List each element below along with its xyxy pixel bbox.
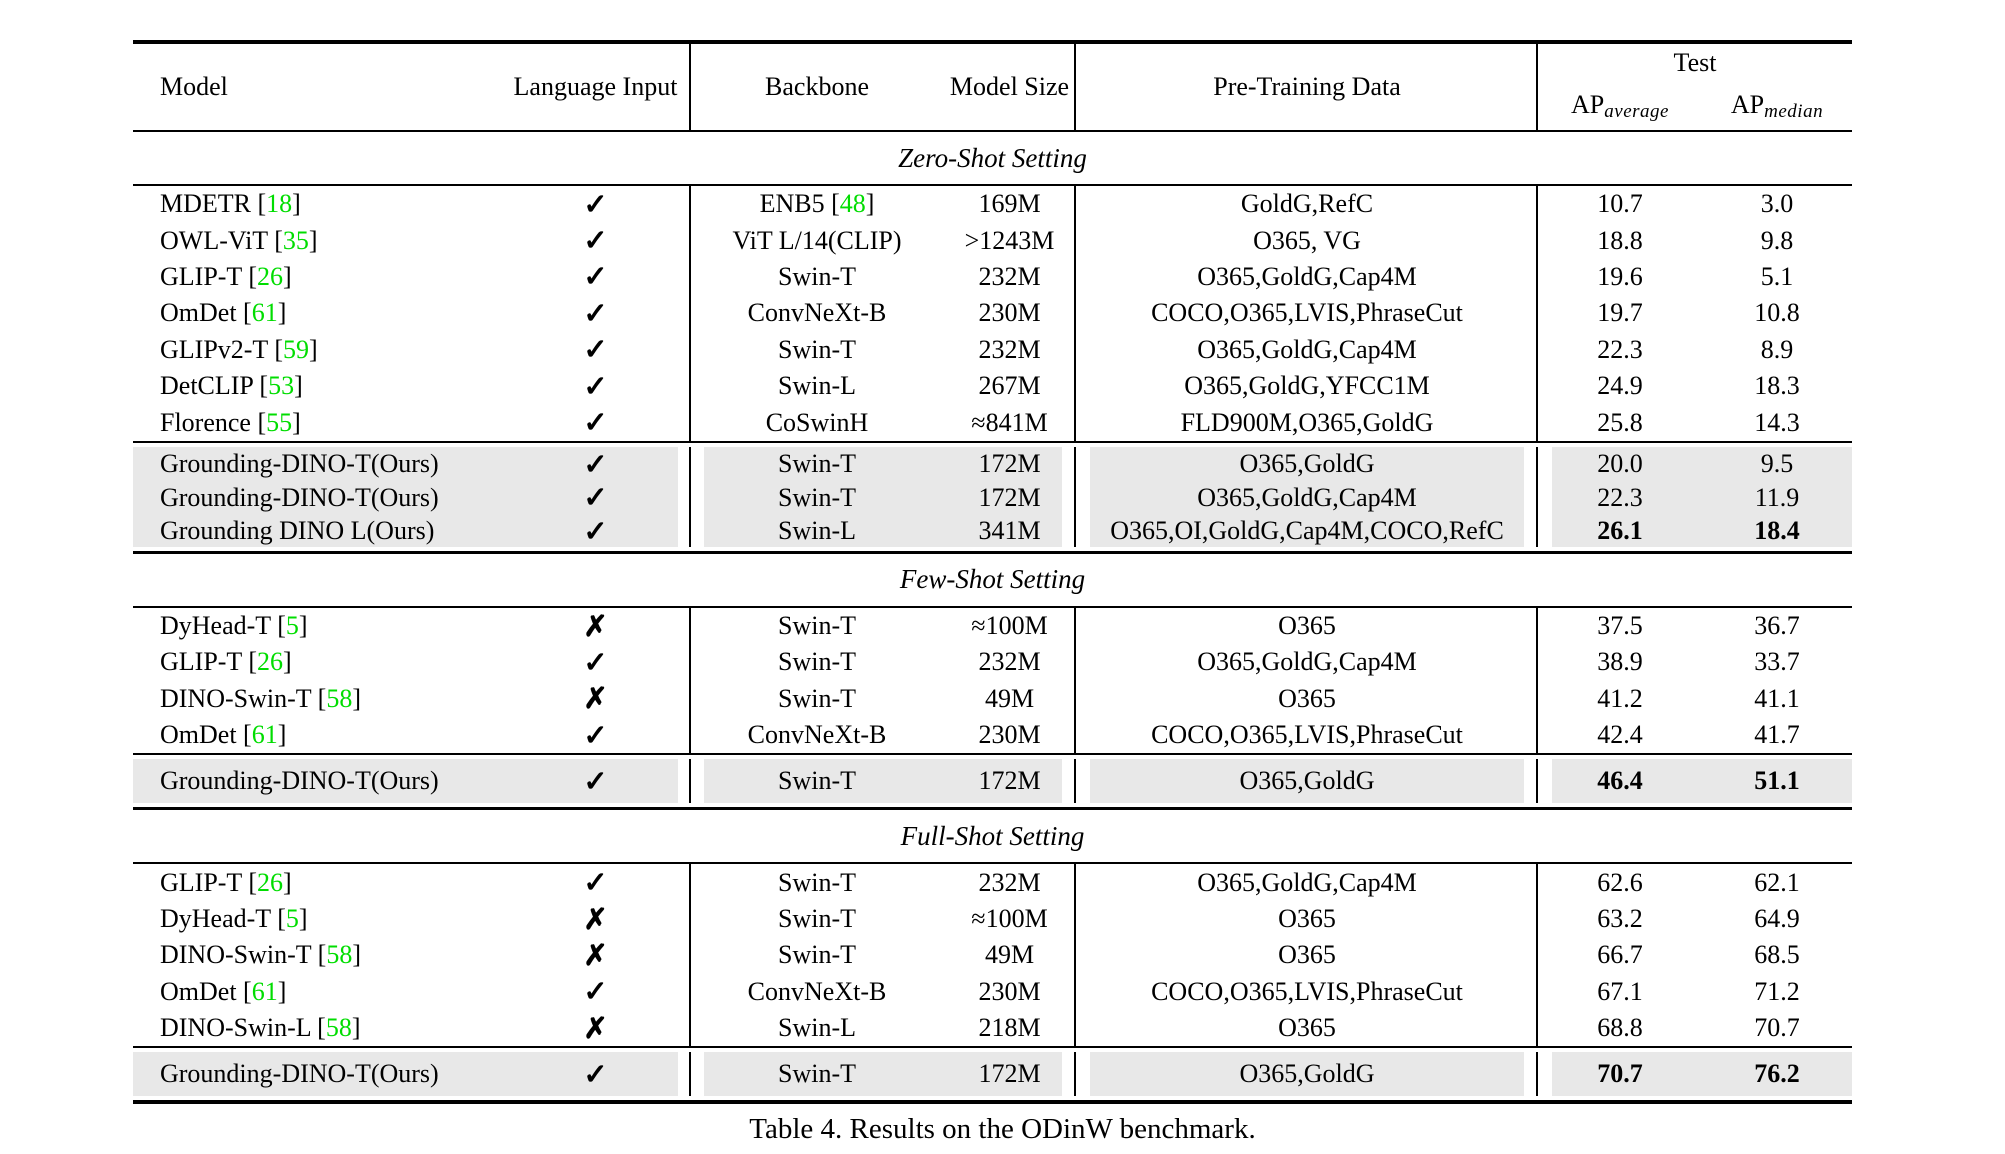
backbone-name: ViT L/14(CLIP) <box>732 225 902 255</box>
backbone-cell <box>691 974 943 1010</box>
ap-median-cell: 3.0 <box>1760 189 1794 219</box>
citation-ref: 58 <box>326 683 353 713</box>
ap-average-cell: 38.9 <box>1597 647 1643 677</box>
ap-average-cell: 22.3 <box>1597 482 1643 512</box>
language-input-mark: ✓ <box>583 225 608 258</box>
backbone-name: CoSwinH <box>765 407 869 437</box>
ap-average-cell: 67.1 <box>1597 976 1643 1006</box>
column-divider <box>1074 44 1076 130</box>
table-row <box>133 681 1852 717</box>
model-name: GLIP-T [ <box>160 867 258 897</box>
language-input-mark: ✓ <box>583 297 608 330</box>
backbone-cell <box>691 608 943 644</box>
backbone-cell <box>691 717 943 753</box>
model-name: Grounding DINO L(Ours) <box>160 516 435 546</box>
model-name: Florence [ <box>160 407 267 437</box>
model-size-cell: ≈841M <box>971 407 1048 437</box>
model-name: DyHead-T [ <box>160 611 286 641</box>
language-input-mark: ✓ <box>583 261 608 294</box>
backbone-cell <box>691 295 943 331</box>
table-row <box>133 974 1852 1010</box>
backbone-cell <box>691 368 943 404</box>
pretraining-data-cell: O365,GoldG,Cap4M <box>1197 867 1417 897</box>
model-name: Grounding-DINO-T(Ours) <box>160 766 439 796</box>
ap-median-cell: 76.2 <box>1754 1059 1800 1089</box>
model-name: MDETR [ <box>160 189 267 219</box>
model-size-cell: 218M <box>978 1013 1041 1043</box>
section-title-full-shot: Full-Shot Setting <box>900 820 1085 851</box>
model-name-suffix: ] <box>298 611 308 641</box>
language-input-mark: ✗ <box>583 939 608 972</box>
citation-ref: 18 <box>266 189 293 219</box>
table-row <box>133 759 1852 803</box>
citation-ref: 5 <box>285 904 299 934</box>
pretraining-data-cell: O365,GoldG <box>1239 766 1375 796</box>
ap-average-cell: 70.7 <box>1597 1059 1643 1089</box>
backbone-cell <box>691 1010 943 1046</box>
table-bottom-rule <box>133 1100 1852 1104</box>
model-name: DyHead-T [ <box>160 904 286 934</box>
table-row <box>133 608 1852 644</box>
model-name: Grounding-DINO-T(Ours) <box>160 449 439 479</box>
column-divider <box>1536 44 1538 130</box>
pretraining-data-cell: O365,GoldG,YFCC1M <box>1184 371 1430 401</box>
ap-median-cell: 68.5 <box>1754 940 1800 970</box>
citation-ref: 61 <box>251 720 278 750</box>
ap-average-cell: 42.4 <box>1597 720 1643 750</box>
citation-ref: 26 <box>257 647 284 677</box>
language-input-mark: ✓ <box>583 646 608 679</box>
language-input-mark: ✗ <box>583 683 608 716</box>
language-input-mark: ✓ <box>583 867 608 900</box>
ap-median-cell: 62.1 <box>1754 867 1800 897</box>
model-size-cell: 230M <box>978 720 1041 750</box>
backbone-name: Swin-T <box>778 766 856 796</box>
ap-average-cell: 19.7 <box>1597 298 1643 328</box>
table-row <box>133 480 1852 513</box>
model-size-cell: ≈100M <box>971 611 1048 641</box>
column-divider <box>689 44 691 130</box>
model-size-cell: 172M <box>978 482 1041 512</box>
backbone-name: Swin-T <box>778 683 856 713</box>
model-name-suffix: ] <box>283 867 292 897</box>
pretraining-data-cell: O365 <box>1278 1013 1336 1043</box>
language-input-mark: ✓ <box>583 719 608 752</box>
model-cell <box>133 864 500 900</box>
model-cell <box>133 901 500 937</box>
table-header <box>133 44 1852 130</box>
model-size-cell: ≈100M <box>971 904 1048 934</box>
language-input-mark: ✓ <box>583 976 608 1009</box>
backbone-name: Swin-L <box>778 516 856 546</box>
backbone-cell <box>691 864 943 900</box>
pretraining-data-cell: O365,GoldG,Cap4M <box>1197 261 1417 291</box>
model-size-cell: 267M <box>978 371 1041 401</box>
header-model: Model <box>160 72 228 101</box>
language-input-mark: ✗ <box>583 903 608 936</box>
backbone-name: Swin-T <box>778 261 856 291</box>
ap-median-cell: 8.9 <box>1760 334 1794 364</box>
ap-average-cell: 62.6 <box>1597 867 1643 897</box>
header-ap-median <box>1702 80 1852 130</box>
ap-median-cell: 51.1 <box>1754 766 1800 796</box>
backbone-name: ConvNeXt-B <box>747 976 887 1006</box>
model-name: DINO-Swin-L [ <box>160 1013 326 1043</box>
citation-ref: 55 <box>266 407 293 437</box>
language-input-mark: ✓ <box>583 765 608 798</box>
backbone-name: ConvNeXt-B <box>747 298 887 328</box>
table-row <box>133 937 1852 973</box>
language-input-mark: ✓ <box>583 407 608 440</box>
table-row <box>133 644 1852 680</box>
ap-average-cell: 26.1 <box>1597 516 1643 546</box>
model-name: OWL-ViT [ <box>160 225 283 255</box>
backbone-cell <box>691 447 943 482</box>
model-name: DetCLIP [ <box>160 371 269 401</box>
citation-ref: 35 <box>282 225 309 255</box>
model-name-suffix: ] <box>277 976 287 1006</box>
pretraining-data-cell: O365, VG <box>1253 225 1361 255</box>
model-cell <box>133 1052 500 1096</box>
model-size-cell: 341M <box>978 516 1041 546</box>
table-row <box>133 514 1852 547</box>
ap-median-cell: 10.8 <box>1754 298 1800 328</box>
backbone-cell <box>691 186 943 222</box>
table-row <box>133 447 1852 480</box>
ap-label: AP <box>1730 90 1765 119</box>
citation-ref: 58 <box>325 1013 352 1043</box>
backbone-name: Swin-L <box>778 1013 856 1043</box>
citation-ref: 61 <box>251 976 278 1006</box>
backbone-cell <box>691 514 943 549</box>
backbone-name: Swin-T <box>778 1059 856 1089</box>
model-size-cell: 49M <box>984 940 1035 970</box>
model-cell <box>133 368 500 404</box>
citation-ref: 26 <box>257 261 284 291</box>
ap-average-cell: 18.8 <box>1597 225 1643 255</box>
model-name-suffix: ] <box>283 647 292 677</box>
model-size-cell: 172M <box>978 449 1041 479</box>
table-row <box>133 864 1852 900</box>
model-size-cell: 230M <box>978 976 1041 1006</box>
ap-average-cell: 22.3 <box>1597 334 1643 364</box>
table-row <box>133 295 1852 331</box>
table-row <box>133 1010 1852 1046</box>
model-name: Grounding-DINO-T(Ours) <box>160 482 439 512</box>
ap-median-cell: 9.5 <box>1760 449 1794 479</box>
model-size-cell: 232M <box>978 867 1041 897</box>
section-title-zero-shot: Zero-Shot Setting <box>898 142 1087 173</box>
model-cell <box>133 332 500 368</box>
ap-subscript: average <box>1604 101 1669 122</box>
backbone-name: ConvNeXt-B <box>747 720 887 750</box>
model-name-suffix: ] <box>277 720 287 750</box>
model-name-suffix: ] <box>352 940 362 970</box>
pretraining-data-cell: O365,GoldG,Cap4M <box>1197 647 1417 677</box>
backbone-name: Swin-T <box>778 611 856 641</box>
ap-average-cell: 68.8 <box>1597 1013 1643 1043</box>
citation-ref: 59 <box>283 334 310 364</box>
citation-ref: 26 <box>257 867 284 897</box>
backbone-name: ENB5 [ <box>759 189 840 219</box>
backbone-name: Swin-T <box>778 940 856 970</box>
ap-median-cell: 5.1 <box>1760 261 1794 291</box>
backbone-cell <box>691 759 943 803</box>
pretraining-data-cell: O365 <box>1278 940 1336 970</box>
backbone-cell <box>691 480 943 515</box>
ap-median-cell: 71.2 <box>1754 976 1800 1006</box>
backbone-cell <box>691 259 943 295</box>
language-input-mark: ✗ <box>583 1012 608 1045</box>
citation-ref: 53 <box>268 371 295 401</box>
zero-shot-rows <box>133 186 1852 441</box>
backbone-name: Swin-T <box>778 334 856 364</box>
pretraining-data-cell: O365,GoldG,Cap4M <box>1197 334 1417 364</box>
model-cell <box>133 295 500 331</box>
model-name-suffix: ] <box>308 225 318 255</box>
backbone-cell <box>691 644 943 680</box>
header-ap-average <box>1538 80 1702 130</box>
ap-label: AP <box>1571 90 1605 119</box>
results-table <box>133 40 1852 1104</box>
ap-average-cell: 25.8 <box>1597 407 1643 437</box>
model-name-suffix: ] <box>309 334 318 364</box>
model-size-cell: 232M <box>978 261 1041 291</box>
ap-median-cell: 41.1 <box>1754 683 1800 713</box>
model-cell <box>133 186 500 222</box>
ap-average-cell: 19.6 <box>1597 261 1643 291</box>
header-model-size: Model Size <box>949 72 1070 101</box>
model-name: DINO-Swin-T [ <box>160 683 327 713</box>
model-name: Grounding-DINO-T(Ours) <box>160 1059 439 1089</box>
ap-average-cell: 37.5 <box>1597 611 1643 641</box>
model-cell <box>133 644 500 680</box>
ap-median-cell: 70.7 <box>1754 1013 1800 1043</box>
model-cell <box>133 608 500 644</box>
table-row <box>133 332 1852 368</box>
ap-median-cell: 33.7 <box>1754 647 1800 677</box>
zero-shot-ours-rows <box>133 447 1852 547</box>
pretraining-data-cell: COCO,O365,LVIS,PhraseCut <box>1151 976 1463 1006</box>
model-name-suffix: ] <box>292 189 301 219</box>
ap-median-cell: 18.3 <box>1754 371 1800 401</box>
model-size-cell: 172M <box>978 766 1041 796</box>
pretraining-data-cell: O365,GoldG <box>1239 1059 1375 1089</box>
ap-subscript: median <box>1764 101 1824 122</box>
backbone-name: Swin-T <box>778 647 856 677</box>
ap-average-cell: 46.4 <box>1597 766 1643 796</box>
model-name-suffix: ] <box>283 261 292 291</box>
few-shot-ours-rows <box>133 759 1852 803</box>
citation-ref: 58 <box>326 940 353 970</box>
model-size-cell: 49M <box>984 683 1035 713</box>
table-row <box>133 1052 1852 1096</box>
table-row <box>133 901 1852 937</box>
header-language-input: Language Input <box>513 72 678 101</box>
ap-median-cell: 64.9 <box>1754 904 1800 934</box>
language-input-mark: ✓ <box>583 188 608 221</box>
ap-average-cell: 66.7 <box>1597 940 1643 970</box>
section-title-few-shot: Few-Shot Setting <box>899 564 1086 595</box>
ap-median-cell: 9.8 <box>1760 225 1794 255</box>
ap-average-cell: 63.2 <box>1597 904 1643 934</box>
model-size-cell: 232M <box>978 647 1041 677</box>
few-shot-rows <box>133 608 1852 754</box>
backbone-cell <box>691 937 943 973</box>
language-input-mark: ✓ <box>583 448 608 481</box>
model-name: GLIP-T [ <box>160 647 258 677</box>
ap-median-cell: 11.9 <box>1754 482 1800 512</box>
backbone-cell <box>691 901 943 937</box>
backbone-name: Swin-T <box>778 867 856 897</box>
header-backbone: Backbone <box>765 72 869 101</box>
pretraining-data-cell: GoldG,RefC <box>1240 189 1374 219</box>
language-input-mark: ✗ <box>583 610 608 643</box>
language-input-mark: ✓ <box>583 482 608 515</box>
model-size-cell: 232M <box>978 334 1041 364</box>
pretraining-data-cell: O365 <box>1278 611 1336 641</box>
ap-median-cell: 18.4 <box>1754 516 1800 546</box>
language-input-mark: ✓ <box>583 1058 608 1091</box>
backbone-name: Swin-T <box>778 904 856 934</box>
citation-ref: 48 <box>839 189 866 219</box>
ap-median-cell: 36.7 <box>1754 611 1800 641</box>
model-cell <box>133 514 500 549</box>
model-name: GLIPv2-T [ <box>160 334 284 364</box>
citation-ref: 61 <box>251 298 278 328</box>
model-size-cell: 172M <box>978 1059 1041 1089</box>
backbone-cell <box>691 222 943 258</box>
table-row <box>133 717 1852 753</box>
language-input-mark: ✓ <box>583 370 608 403</box>
model-name: DINO-Swin-T [ <box>160 940 327 970</box>
model-cell <box>133 974 500 1010</box>
table-row <box>133 186 1852 222</box>
language-input-mark: ✓ <box>583 515 608 548</box>
full-shot-ours-rows <box>133 1052 1852 1096</box>
model-name-suffix: ] <box>351 1013 361 1043</box>
table-row <box>133 368 1852 404</box>
table-row <box>133 222 1852 258</box>
model-cell <box>133 404 500 440</box>
backbone-name: Swin-L <box>778 371 856 401</box>
ap-median-cell: 41.7 <box>1754 720 1800 750</box>
model-name: OmDet [ <box>160 976 252 1006</box>
pretraining-data-cell: FLD900M,O365,GoldG <box>1180 407 1434 437</box>
model-name-suffix: ] <box>298 904 308 934</box>
header-pretraining-data: Pre-Training Data <box>1213 72 1401 101</box>
backbone-cell <box>691 681 943 717</box>
model-cell <box>133 259 500 295</box>
table-row <box>133 404 1852 440</box>
ap-average-cell: 41.2 <box>1597 683 1643 713</box>
model-size-cell: >1243M <box>964 225 1055 255</box>
model-cell <box>133 480 500 515</box>
model-name-suffix: ] <box>294 371 303 401</box>
model-size-cell: 230M <box>978 298 1041 328</box>
table-row <box>133 259 1852 295</box>
table-caption: Table 4. Results on the ODinW benchmark. <box>749 1112 1256 1145</box>
model-size-cell: 169M <box>978 189 1041 219</box>
header-test: Test <box>1673 48 1717 77</box>
pretraining-data-cell: O365,OI,GoldG,Cap4M,COCO,RefC <box>1110 516 1504 546</box>
full-shot-rows <box>133 864 1852 1046</box>
pretraining-data-cell: COCO,O365,LVIS,PhraseCut <box>1151 298 1463 328</box>
language-input-mark: ✓ <box>583 334 608 367</box>
pretraining-data-cell: O365 <box>1278 904 1336 934</box>
backbone-cell <box>691 404 943 440</box>
model-cell <box>133 937 500 973</box>
backbone-cell <box>691 1052 943 1096</box>
model-name: OmDet [ <box>160 298 252 328</box>
model-name: OmDet [ <box>160 720 252 750</box>
model-name-suffix: ] <box>277 298 287 328</box>
ap-average-cell: 24.9 <box>1597 371 1643 401</box>
model-name-suffix: ] <box>352 683 362 713</box>
backbone-name-suffix: ] <box>865 189 875 219</box>
pretraining-data-cell: O365 <box>1278 683 1336 713</box>
pretraining-data-cell: O365,GoldG <box>1239 449 1375 479</box>
model-cell <box>133 1010 500 1046</box>
backbone-cell <box>691 332 943 368</box>
ap-average-cell: 20.0 <box>1597 449 1643 479</box>
ap-average-cell: 10.7 <box>1597 189 1643 219</box>
pretraining-data-cell: O365,GoldG,Cap4M <box>1197 482 1417 512</box>
model-cell <box>133 759 500 803</box>
backbone-name: Swin-T <box>778 482 856 512</box>
backbone-name: Swin-T <box>778 449 856 479</box>
model-cell <box>133 222 500 258</box>
ap-median-cell: 14.3 <box>1754 407 1800 437</box>
citation-ref: 5 <box>285 611 299 641</box>
pretraining-data-cell: COCO,O365,LVIS,PhraseCut <box>1151 720 1463 750</box>
model-name: GLIP-T [ <box>160 261 258 291</box>
model-cell <box>133 447 500 482</box>
model-name-suffix: ] <box>292 407 301 437</box>
model-cell <box>133 681 500 717</box>
model-cell <box>133 717 500 753</box>
